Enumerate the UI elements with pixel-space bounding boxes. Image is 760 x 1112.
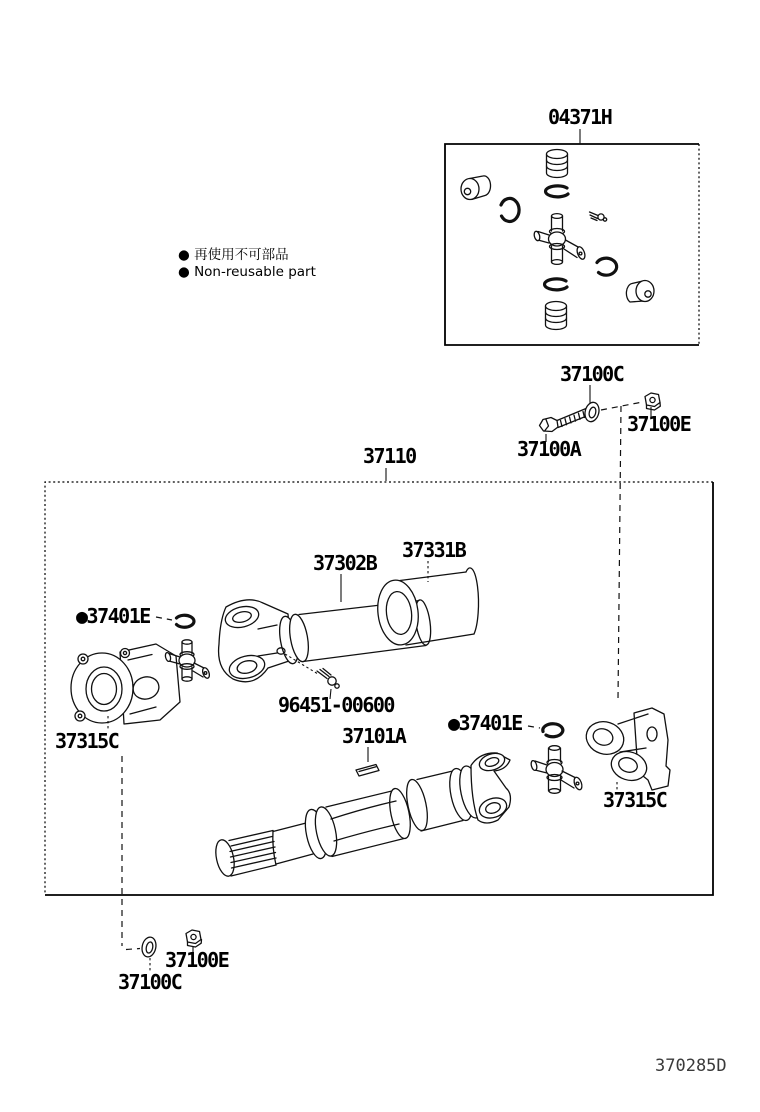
flange-yoke-right-label: 37315C bbox=[603, 788, 667, 812]
washer-bottom-drawing bbox=[140, 936, 157, 958]
washer-top-label: 37100C bbox=[560, 362, 624, 386]
snap-ring-left-leader bbox=[156, 617, 172, 620]
nut-top-label: 37100E bbox=[627, 412, 691, 436]
note-japanese: ● 再使用不可部品 bbox=[178, 247, 289, 263]
universal-joint-kit-box bbox=[445, 144, 699, 345]
flange-yoke-left-drawing bbox=[71, 644, 180, 724]
washer-bottom-label: 37100C bbox=[118, 970, 182, 994]
shaft-label: 37101A bbox=[342, 724, 406, 748]
figure-code: 370285D bbox=[655, 1056, 727, 1076]
grease-fitting-kit bbox=[590, 212, 607, 221]
snap-ring-kit-3 bbox=[597, 258, 617, 275]
bearing-cap-bottom bbox=[546, 302, 567, 330]
bearing-cap-right bbox=[626, 281, 654, 303]
universal-joint-kit-drawing bbox=[461, 150, 654, 330]
nut-bottom-drawing bbox=[186, 930, 202, 947]
snap-ring-kit-4 bbox=[544, 279, 567, 290]
flange-yoke-right-drawing bbox=[582, 708, 670, 790]
flange-bolt-drawing bbox=[540, 409, 589, 432]
washer-top-drawing bbox=[583, 401, 601, 423]
assembly-label: 37110 bbox=[363, 444, 416, 468]
note-english: ● Non-reusable part bbox=[178, 264, 316, 280]
dashed-link-to-right-flange bbox=[618, 406, 621, 699]
dashed-link-to-bottom-hardware bbox=[122, 756, 140, 950]
snap-ring-left-label: ●37401E bbox=[76, 604, 150, 628]
dust-cover-label: 37331B bbox=[402, 538, 466, 562]
spider-kit bbox=[533, 214, 586, 265]
snap-ring-kit-1 bbox=[545, 186, 568, 197]
grease-fitting-label: 96451-00600 bbox=[278, 693, 394, 717]
snap-ring-left-drawing bbox=[177, 615, 194, 627]
snap-ring-right-drawing bbox=[543, 724, 563, 737]
grease-fitting-drawing bbox=[317, 669, 339, 689]
nut-top-drawing bbox=[645, 393, 660, 410]
nut-bottom-label: 37100E bbox=[165, 948, 229, 972]
kit-part-number: 04371H bbox=[548, 105, 612, 129]
bearing-cap-top bbox=[547, 150, 568, 178]
snap-ring-right-leader bbox=[528, 726, 540, 728]
bolt-top-label: 37100A bbox=[517, 437, 581, 461]
bearing-cap-left bbox=[461, 176, 491, 200]
flange-yoke-left-label: 37315C bbox=[55, 729, 119, 753]
balance-weight-drawing bbox=[356, 765, 379, 777]
spider-right-drawing bbox=[530, 746, 583, 794]
snap-ring-right-label: ●37401E bbox=[448, 711, 522, 735]
snap-ring-kit-2 bbox=[501, 198, 519, 221]
sleeve-yoke-label: 37302B bbox=[313, 551, 377, 575]
